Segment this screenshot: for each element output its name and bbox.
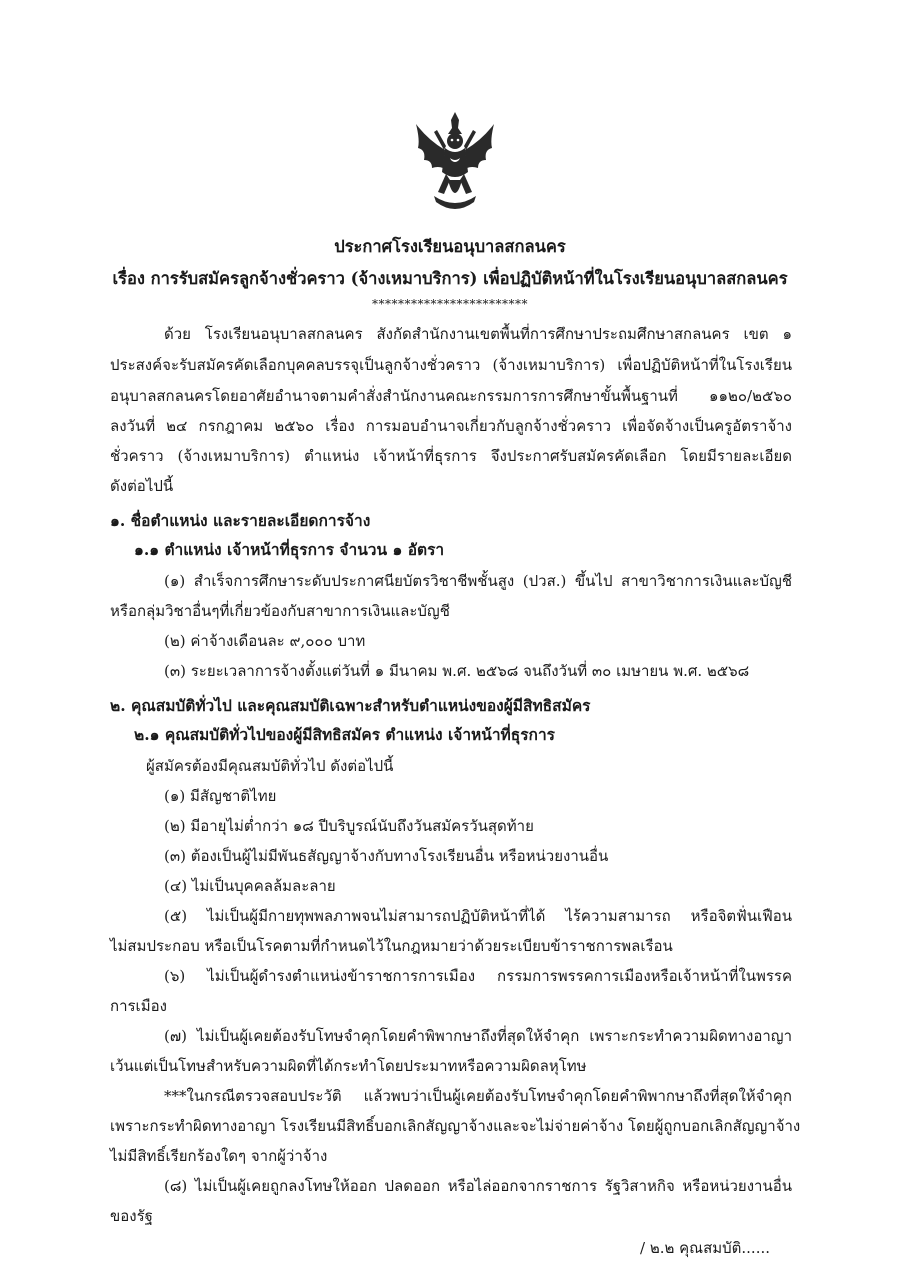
section2-line: ผู้สมัครต้องมีคุณสมบัติทั่วไป ดังต่อไปนี้	[146, 757, 394, 775]
section2-line: เว้นแต่เป็นโทษสำหรับความผิดที่ได้กระทำโดยประมาทหรือความผิดลหุโทษ	[110, 1057, 587, 1075]
section1-heading: ๑. ชื่อตำแหน่ง และรายละเอียดการจ้าง	[110, 511, 371, 530]
intro-line: ลงวันที่ ๒๔ กรกฎาคม ๒๕๖๐ เรื่อง การมอบอำนาจเกี่ยวกับลูกจ้างชั่วคราว เพื่อจัดจ้างเป็นครูอัตราจ้าง	[110, 417, 792, 435]
section1-subheading: ๑.๑ ตำแหน่ง เจ้าหน้าที่ธุรการ จำนวน ๑ อัตรา	[134, 540, 445, 559]
intro-line: ประสงค์จะรับสมัครคัดเลือกบุคคลบรรจุเป็นลูกจ้างชั่วคราว (จ้างเหมาบริการ) เพื่อปฏิบัติหน้าที่ในโรงเรียน	[110, 356, 792, 374]
section2-line: (๒) มีอายุไม่ต่ำกว่า ๑๘ ปีบริบูรณ์นับถึงวันสมัครวันสุดท้าย	[164, 817, 534, 835]
section2-line: (๗) ไม่เป็นผู้เคยต้องรับโทษจำคุกโดยคำพิพากษาถึงที่สุดให้จำคุก เพราะกระทำความผิดทางอาญา	[164, 1027, 792, 1045]
section2-note: เพราะกระทำผิดทางอาญา โรงเรียนมีสิทธิ์บอกเลิกสัญญาจ้างและจะไม่จ่ายค่าจ้าง โดยผู้ถูกบอกเลิกสัญญาจ้าง	[110, 1117, 801, 1135]
section2-line: (๓) ต้องเป็นผู้ไม่มีพันธสัญญาจ้างกับทางโรงเรียนอื่น หรือหน่วยงานอื่น	[164, 847, 609, 865]
section2-heading: ๒. คุณสมบัติทั่วไป และคุณสมบัติเฉพาะสำหรับตำแหน่งของผู้มีสิทธิสมัคร	[110, 696, 591, 715]
section2-line: ของรัฐ	[110, 1207, 153, 1225]
section2-line: (๘) ไม่เป็นผู้เคยถูกลงโทษให้ออก ปลดออก หรือไล่ออกจากราชการ รัฐวิสาหกิจ หรือหน่วยงานอื่น	[164, 1177, 792, 1195]
title-divider: ************************	[372, 297, 528, 311]
section2-line: (๑) มีสัญชาติไทย	[164, 787, 277, 805]
garuda-emblem-icon	[412, 110, 498, 218]
intro-line: ชั่วคราว (จ้างเหมาบริการ) ตำแหน่ง เจ้าหน้าที่ธุรการ จึงประกาศรับสมัครคัดเลือก โดยมีรายละเอียด	[110, 447, 792, 465]
section2-line: ไม่สมประกอบ หรือเป็นโรคตามที่กำหนดไว้ในกฎหมายว่าด้วยระเบียบข้าราชการพลเรือน	[110, 937, 673, 955]
section2-line: (๖) ไม่เป็นผู้ดำรงตำแหน่งข้าราชการการเมือง กรรมการพรรคการเมืองหรือเจ้าหน้าที่ในพรรค	[164, 967, 792, 985]
section2-line: (๔) ไม่เป็นบุคคลล้มละลาย	[164, 877, 336, 895]
section2-note: ไม่มีสิทธิ์เรียกร้องใดๆ จากผู้ว่าจ้าง	[110, 1147, 328, 1165]
section1-item: หรือกลุ่มวิชาอื่นๆที่เกี่ยวข้องกับสาขาการเงินและบัญชี	[110, 602, 450, 620]
intro-line: ดังต่อไปนี้	[110, 477, 174, 495]
section2-line: (๕) ไม่เป็นผู้มีกายทุพพลภาพจนไม่สามารถปฏิบัติหน้าที่ได้ ไร้ความสามารถ หรือจิตฟั่นเฟือน	[164, 907, 792, 925]
announcement-subject: เรื่อง การรับสมัครลูกจ้างชั่วคราว (จ้างเหมาบริการ) เพื่อปฏิบัติหน้าที่ในโรงเรียนอนุบาลสกลนคร	[112, 269, 788, 288]
announcement-title: ประกาศโรงเรียนอนุบาลสกลนคร	[334, 237, 566, 256]
section2-line: การเมือง	[110, 997, 167, 1015]
continued-marker: / ๒.๒ คุณสมบัติ......	[640, 1239, 770, 1257]
section1-item: (๒) ค่าจ้างเดือนละ ๙,๐๐๐ บาท	[164, 632, 366, 650]
intro-line: ด้วย โรงเรียนอนุบาลสกลนคร สังกัดสำนักงานเขตพื้นที่การศึกษาประถมศึกษาสกลนคร เขต ๑	[164, 325, 792, 343]
section1-item: (๑) สำเร็จการศึกษาระดับประกาศนียบัตรวิชาชีพชั้นสูง (ปวส.) ขึ้นไป สาขาวิชาการเงินและบัญชี	[164, 572, 792, 590]
section2-subheading: ๒.๑ คุณสมบัติทั่วไปของผู้มีสิทธิสมัคร ตำแหน่ง เจ้าหน้าที่ธุรการ	[134, 725, 555, 744]
section1-item: (๓) ระยะเวลาการจ้างตั้งแต่วันที่ ๑ มีนาคม พ.ศ. ๒๕๖๘ จนถึงวันที่ ๓๐ เมษายน พ.ศ. ๒๕๖๘	[164, 662, 750, 680]
intro-line: อนุบาลสกลนครโดยอาศัยอำนาจตามคำสั่งสำนักงานคณะกรรมการการศึกษาขั้นพื้นฐานที่ ๑๑๒๐/๒๕๖๐	[110, 387, 792, 405]
section2-note: ***ในกรณีตรวจสอบประวัติ แล้วพบว่าเป็นผู้เคยต้องรับโทษจำคุกโดยคำพิพากษาถึงที่สุดให้จำคุก	[164, 1087, 792, 1105]
